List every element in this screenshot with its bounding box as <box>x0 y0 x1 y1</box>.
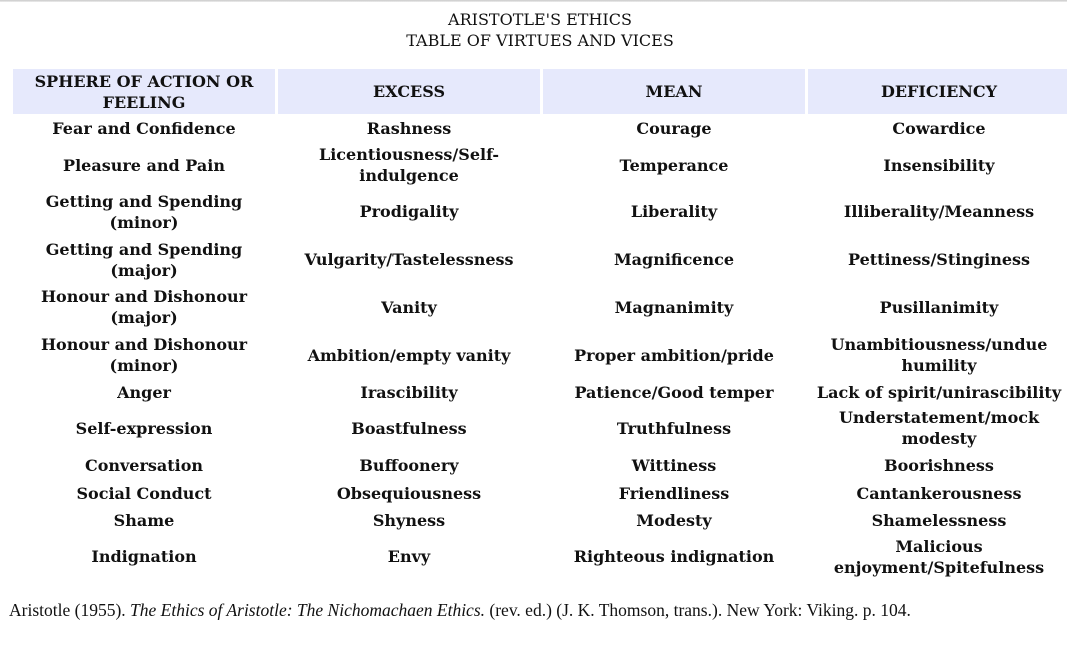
cell-mean: Courage <box>636 119 712 138</box>
table-row <box>13 405 1067 451</box>
cell-excess: Vulgarity/Tastelessness <box>304 250 514 269</box>
cell-deficiency: Shamelessness <box>871 510 1007 530</box>
cell-excess: Boastfulness <box>351 418 467 438</box>
cell-excess: Irascibility <box>360 382 458 402</box>
table-row <box>13 187 1067 236</box>
table-row <box>13 114 1067 143</box>
cell-mean: Wittiness <box>631 456 717 475</box>
cell-deficiency: Pusillanimity <box>879 297 999 317</box>
title-line-1: ARISTOTLE'S ETHICS <box>448 10 632 29</box>
citation-work-title: The Ethics of Aristotle: The Nichomachaen Ethics. <box>130 600 486 620</box>
cell-mean: Proper ambition/pride <box>574 345 774 365</box>
cell-excess: Vanity <box>381 297 437 317</box>
title-line-2: TABLE OF VIRTUES AND VICES <box>406 31 674 50</box>
cell-excess: Envy <box>387 547 431 566</box>
table-row <box>13 480 1067 506</box>
cell-mean: Righteous indignation <box>573 547 775 566</box>
cell-mean: Magnificence <box>613 250 735 269</box>
cell-sphere: Anger <box>117 382 171 402</box>
cell-excess: Prodigality <box>359 202 459 221</box>
cell-sphere: Indignation <box>91 547 197 566</box>
table-row <box>13 143 1067 187</box>
cell-sphere: Honour and Dishonour (major) <box>40 287 248 327</box>
cell-sphere: Fear and Confidence <box>52 119 236 138</box>
cell-sphere: Getting and Spending (major) <box>45 239 243 280</box>
cell-sphere: Getting and Spending (minor) <box>45 191 243 232</box>
top-border <box>0 0 1067 2</box>
cell-sphere: Shame <box>113 510 175 530</box>
table-row <box>13 236 1067 283</box>
cell-excess: Shyness <box>372 510 446 530</box>
citation <box>9 600 911 621</box>
cell-deficiency: Lack of spirit/unirascibility <box>816 382 1062 402</box>
cell-excess: Ambition/empty vanity <box>307 345 511 365</box>
cell-deficiency: Pettiness/Stinginess <box>847 250 1031 269</box>
cell-deficiency: Boorishness <box>884 456 994 475</box>
table-row <box>13 283 1067 331</box>
cell-deficiency: Illiberality/Meanness <box>843 202 1035 221</box>
table-row <box>13 451 1067 480</box>
cell-excess: Obsequiousness <box>336 483 482 503</box>
cell-deficiency: Insensibility <box>883 155 995 175</box>
cell-mean: Patience/Good temper <box>574 382 774 402</box>
cell-deficiency: Cowardice <box>892 119 986 138</box>
cell-excess: Licentiousness/Self-indulgence <box>318 145 500 185</box>
table-header-row <box>13 69 1067 114</box>
table-row <box>13 534 1067 579</box>
header-deficiency: DEFICIENCY <box>808 69 1067 114</box>
header-excess: EXCESS <box>278 69 540 114</box>
cell-excess: Buffoonery <box>359 456 459 475</box>
table-row <box>13 331 1067 379</box>
page-title <box>0 9 1067 51</box>
cell-sphere: Self-expression <box>75 418 213 438</box>
cell-sphere: Pleasure and Pain <box>63 155 225 175</box>
cell-sphere: Social Conduct <box>76 483 212 503</box>
cell-mean: Modesty <box>636 510 712 530</box>
cell-deficiency: Understatement/mock modesty <box>838 408 1040 448</box>
cell-deficiency: Cantankerousness <box>856 483 1022 503</box>
cell-mean: Friendliness <box>618 483 730 503</box>
cell-mean: Temperance <box>619 155 729 175</box>
citation-prefix: Aristotle (1955). <box>9 600 131 620</box>
table-row <box>13 506 1067 534</box>
cell-sphere: Conversation <box>84 456 204 475</box>
cell-excess: Rashness <box>366 119 452 138</box>
cell-deficiency: Malicious enjoyment/Spitefulness <box>833 536 1045 577</box>
table-row <box>13 379 1067 405</box>
cell-mean: Liberality <box>630 202 718 221</box>
cell-mean: Truthfulness <box>616 418 732 438</box>
virtues-vices-table <box>10 69 1067 579</box>
cell-deficiency: Unambitiousness/undue humility <box>830 335 1048 375</box>
cell-sphere: Honour and Dishonour (minor) <box>40 335 248 375</box>
cell-mean: Magnanimity <box>614 297 734 317</box>
header-mean: MEAN <box>543 69 805 114</box>
citation-suffix: (rev. ed.) (J. K. Thomson, trans.). New York: Viking. p. 104. <box>485 600 911 620</box>
header-sphere: SPHERE OF ACTION OR FEELING <box>13 69 275 114</box>
